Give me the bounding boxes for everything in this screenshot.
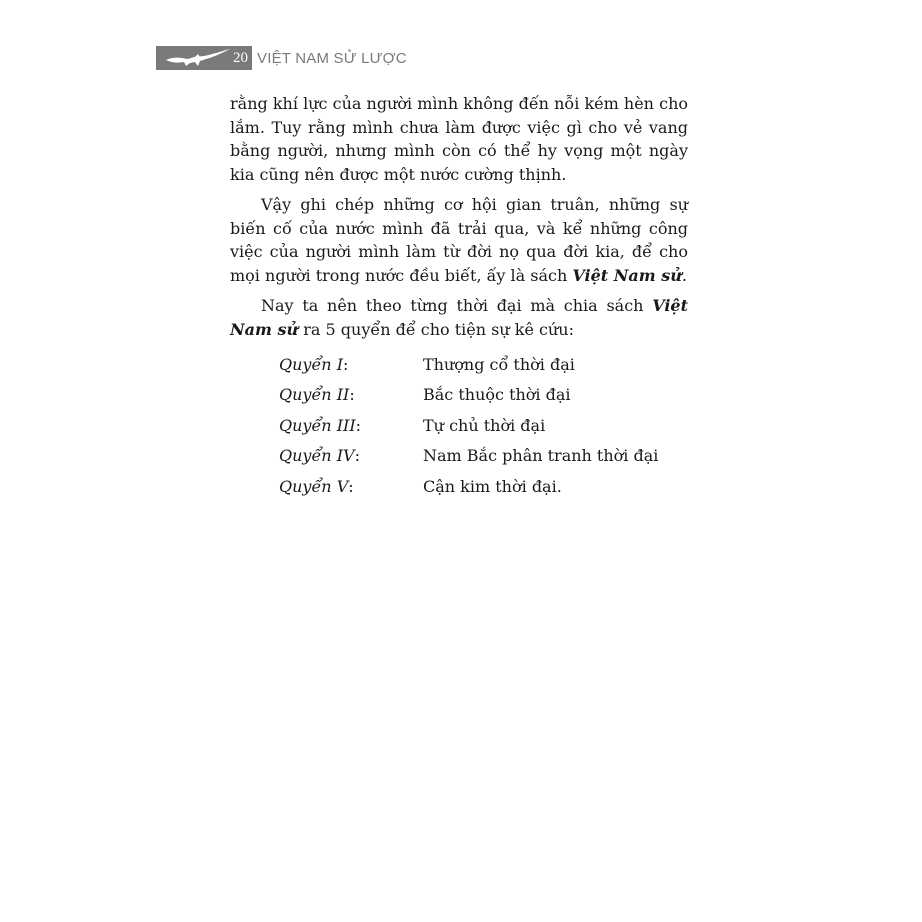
list-item xyxy=(279,380,688,411)
paragraph-3: Nay ta nên theo từng thời đại mà chia sách Việt Nam sử ra 5 quyển để cho tiện sự kê cứu: xyxy=(230,296,688,339)
volume-label: Quyển V: xyxy=(279,476,354,496)
page-body xyxy=(230,92,688,502)
book-title-emphasis: Việt Nam sử xyxy=(572,265,682,285)
list-item xyxy=(279,410,688,441)
list-item xyxy=(279,349,688,380)
volume-name: Tự chủ thời đại xyxy=(423,415,546,435)
volume-name: Bắc thuộc thời đại xyxy=(423,385,571,404)
list-item xyxy=(279,441,688,472)
volume-label: Quyển III: xyxy=(279,415,362,435)
list-item xyxy=(279,471,688,502)
bird-ornament-icon xyxy=(164,48,232,68)
paragraph-2: Vậy ghi chép những cơ hội gian truân, những sự biến cố của nước mình đã trải qua, và kể những công việc của người mình làm từ đời nọ qua đời kia, để cho mọi người trong nước đều biết, ấy là sách Việt Nam sử. xyxy=(230,195,688,285)
volume-name: Cận kim thời đại. xyxy=(423,476,562,496)
book-title-emphasis: Việt Nam sử xyxy=(230,296,688,339)
volume-list xyxy=(279,349,688,502)
page-number: 20 xyxy=(233,50,248,66)
volume-label: Quyển I: xyxy=(279,354,349,374)
volume-name: Thượng cổ thời đại xyxy=(423,354,575,374)
volume-label: Quyển IV: xyxy=(279,446,360,465)
running-header xyxy=(156,46,407,70)
header-bar xyxy=(156,46,252,70)
volume-label: Quyển II: xyxy=(279,385,355,404)
book-title: VIỆT NAM SỬ LƯỢC xyxy=(257,49,407,67)
volume-name: Nam Bắc phân tranh thời đại xyxy=(423,446,659,465)
paragraph-1: rằng khí lực của người mình không đến nỗi kém hèn cho lắm. Tuy rằng mình chưa làm được việc gì cho vẻ vang bằng người, nhưng mình còn có thể hy vọng một ngày kia cũng nên được một nước cường thịnh. xyxy=(230,94,688,184)
